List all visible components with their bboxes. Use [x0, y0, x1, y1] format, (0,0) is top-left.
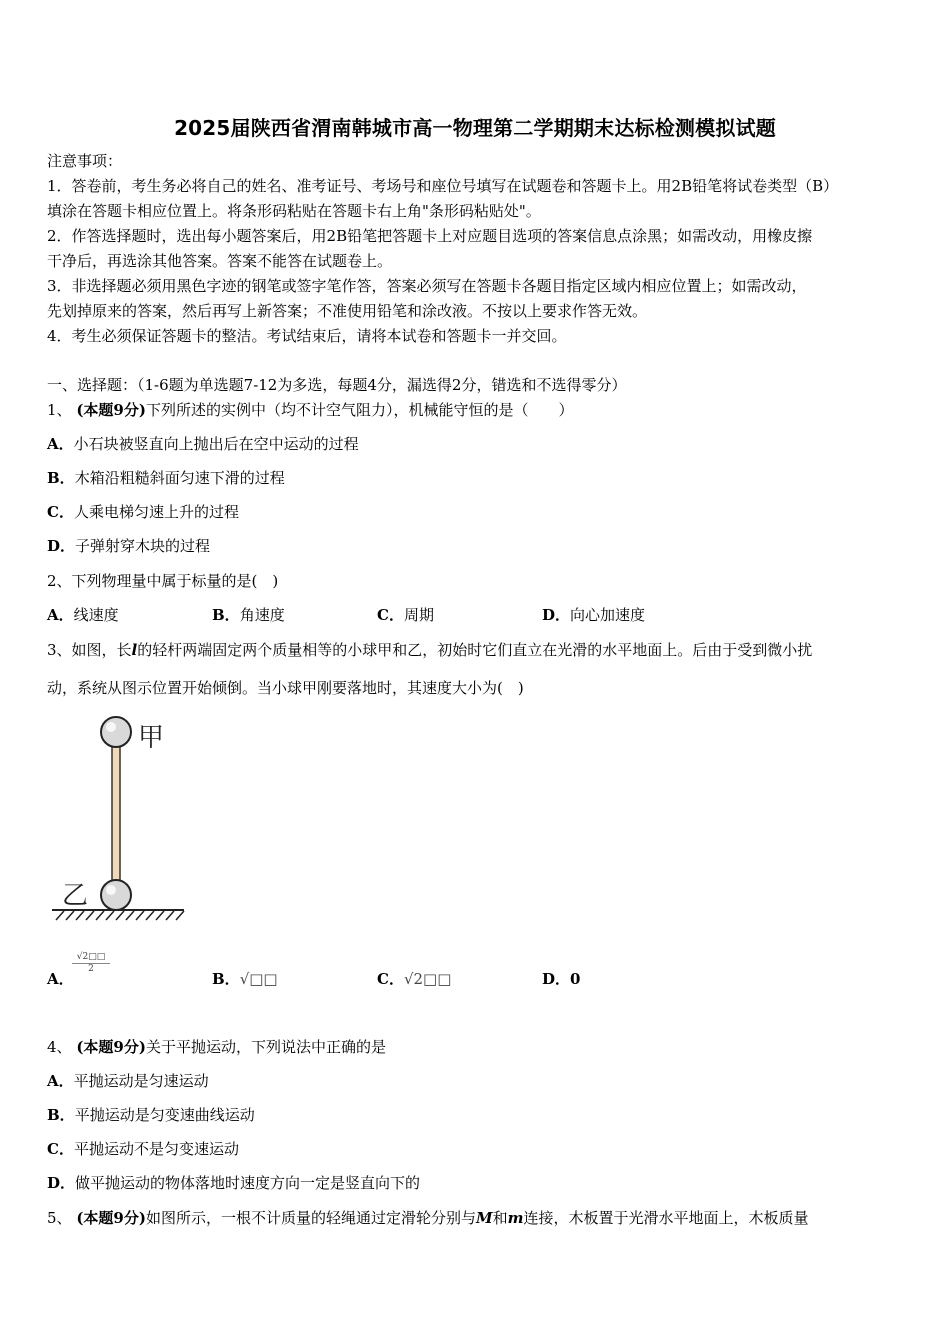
option-label: B． [212, 606, 240, 624]
option-label: C． [47, 1140, 74, 1158]
rod-balls-diagram [50, 712, 190, 922]
option-c [377, 605, 434, 625]
question-number: 5、 [47, 1209, 72, 1227]
notice-line: 3．非选择题必须用黑色字迹的钢笔或签字笔作答，答案必须写在答题卡各题目指定区域内相应位置上；如需改动， [47, 277, 807, 295]
fraction-denominator: 2 [88, 964, 94, 974]
option-text: 小石块被竖直向上抛出后在空中运动的过程 [73, 435, 359, 453]
option-text: 人乘电梯匀速上升的过程 [73, 503, 239, 521]
option-b [47, 1105, 255, 1125]
option-b [212, 969, 278, 989]
option-text: 平抛运动是匀速运动 [73, 1072, 209, 1090]
option-c [47, 1139, 239, 1159]
variable-m: m [507, 1209, 524, 1227]
option-b [47, 468, 285, 488]
question-text: 下列所述的实例中（均不计空气阻力），机械能守恒的是（ ） [145, 401, 574, 419]
label-yi: 乙 [62, 881, 89, 911]
ground-hatching [56, 911, 184, 920]
option-a [47, 1071, 209, 1091]
option-c [47, 502, 239, 522]
label-jia: 甲 [138, 723, 165, 753]
option-label: B． [47, 1106, 75, 1124]
notice-line: 1．答卷前，考生务必将自己的姓名、准考证号、考场号和座位号填写在试题卷和答题卡上。用2B铅笔将试卷类型（B） [47, 177, 839, 195]
option-label: D． [542, 606, 571, 624]
question-score: (本题9分) [76, 1038, 146, 1056]
rod-balls-figure [50, 712, 190, 926]
option-text: 做平抛运动的物体落地时速度方向一定是竖直向下的 [75, 1174, 421, 1192]
option-formula: √2□□ [403, 970, 452, 988]
ball-top [101, 717, 131, 747]
option-text: 子弹射穿木块的过程 [75, 537, 211, 555]
option-text: 平抛运动是匀变速曲线运动 [74, 1106, 255, 1124]
question-text: 关于平抛运动，下列说法中正确的是 [145, 1038, 386, 1056]
fraction-numerator: √2□□ [72, 952, 110, 964]
notice-line: 2．作答选择题时，选出每小题答案后，用2B铅笔把答题卡上对应题目选项的答案信息点涂黑；如需改动，用橡皮擦 [47, 227, 813, 245]
notice-line: 先划掉原来的答案，然后再写上新答案；不准使用铅笔和涂改液。不按以上要求作答无效。 [47, 302, 648, 320]
option-c [377, 969, 451, 989]
option-label: A． [47, 1072, 74, 1090]
question-3-stem [47, 640, 812, 660]
question-text: 连接，木板置于光滑水平地面上，木板质量 [523, 1209, 809, 1227]
option-label: D． [542, 970, 571, 988]
variable-l: l [131, 641, 138, 659]
option-label: A． [47, 970, 74, 988]
option-text: 线速度 [73, 606, 119, 624]
question-4-stem [47, 1037, 386, 1057]
section-heading: 一、选择题：（1-6题为单选题7-12为多选，每题4分，漏选得2分，错选和不选得零分） [47, 376, 627, 394]
variable-M: M [475, 1209, 493, 1227]
notice-line: 干净后，再选涂其他答案。答案不能答在试题卷上。 [47, 252, 393, 270]
question-number: 1、 [47, 401, 72, 419]
notice-line: 填涂在答题卡相应位置上。将条形码粘贴在答题卡右上角"条形码粘贴处"。 [47, 202, 541, 220]
option-text: 角速度 [239, 606, 285, 624]
question-1-stem [47, 400, 573, 420]
rod [112, 732, 120, 892]
option-a [47, 969, 74, 989]
question-text: 的轻杆两端固定两个质量相等的小球甲和乙，初始时它们直立在光滑的水平地面上。后由于受到微小扰 [137, 641, 813, 659]
option-d [47, 536, 210, 556]
option-formula: √□□ [239, 970, 278, 988]
option-text: 周期 [403, 606, 434, 624]
option-d [47, 1173, 420, 1193]
question-score: (本题9分) [76, 1209, 146, 1227]
option-text: 0 [570, 970, 581, 988]
page-title: 2025届陕西省渭南韩城市高一物理第二学期期末达标检测模拟试题 [174, 116, 776, 140]
ball-bottom [101, 880, 131, 910]
option-a [47, 605, 119, 625]
option-label: C． [377, 970, 404, 988]
question-text: 和 [492, 1209, 508, 1227]
option-d [542, 605, 645, 625]
question-text: 3、如图，长 [47, 641, 132, 659]
option-label: D． [47, 537, 76, 555]
option-label: C． [377, 606, 404, 624]
option-text: 木箱沿粗糙斜面匀速下滑的过程 [74, 469, 285, 487]
question-5-stem [47, 1208, 809, 1228]
question-2-stem: 2、下列物理量中属于标量的是( ) [47, 572, 279, 590]
option-label: B． [212, 970, 240, 988]
option-label: D． [47, 1174, 76, 1192]
question-3-stem-cont: 动，系统从图示位置开始倾倒。当小球甲刚要落地时，其速度大小为( ) [47, 679, 524, 697]
question-text: 如图所示，一根不计质量的轻绳通过定滑轮分别与 [145, 1209, 476, 1227]
option-b [212, 605, 285, 625]
notice-line: 4．考生必须保证答题卡的整洁。考试结束后，请将本试卷和答题卡一并交回。 [47, 327, 567, 345]
option-label: A． [47, 435, 74, 453]
question-score: (本题9分) [76, 401, 146, 419]
option-label: B． [47, 469, 75, 487]
option-a [47, 434, 359, 454]
ball-highlight [106, 885, 116, 895]
option-d [542, 969, 580, 989]
option-text: 平抛运动不是匀变速运动 [73, 1140, 239, 1158]
option-text: 向心加速度 [570, 606, 646, 624]
option-a-fraction [72, 952, 110, 974]
notice-heading: 注意事项： [47, 152, 123, 170]
question-number: 4、 [47, 1038, 72, 1056]
option-label: A． [47, 606, 74, 624]
option-label: C． [47, 503, 74, 521]
ball-highlight [106, 722, 116, 732]
